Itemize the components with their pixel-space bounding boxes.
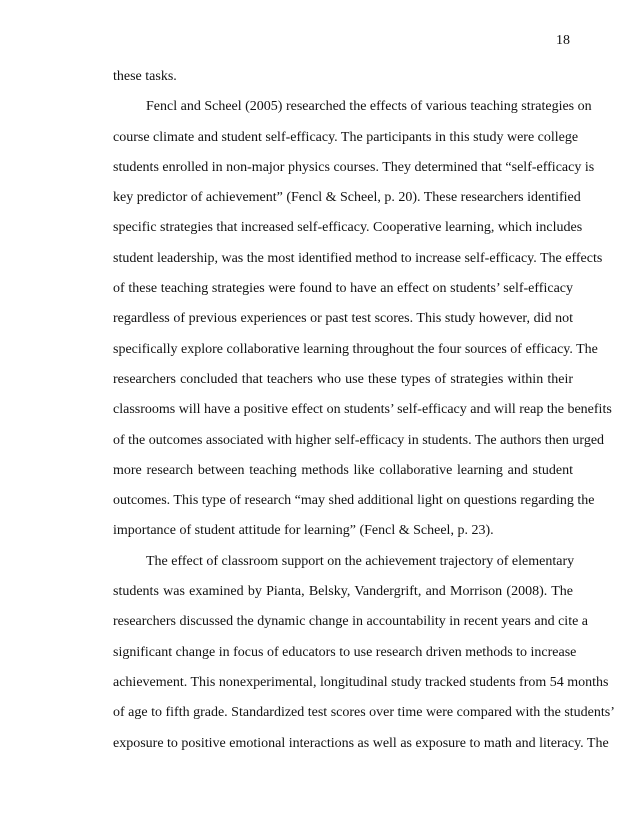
text-line: researchers concluded that teachers who use these types of strategies within their [113,371,573,387]
text-line: of the outcomes associated with higher self-efficacy in students. The authors then urged [113,432,605,448]
text-line: key predictor of achievement” (Fencl & Scheel, p. 20). These researchers identified [113,190,581,206]
body-text [113,69,615,766]
text-line: students was examined by Pianta, Belsky, Vandergrift, and Morrison (2008). The [113,584,573,600]
text-line: significant change in focus of educators to use research driven methods to increase [113,644,577,660]
text-line: regardless of previous experiences or past test scores. This study however, did not [113,311,573,327]
text-line: Fencl and Scheel (2005) researched the effects of various teaching strategies on [146,99,592,115]
text-line: students enrolled in non-major physics courses. They determined that “self-efficacy is [113,159,595,175]
text-line: these tasks. [113,69,177,84]
text-line: researchers discussed the dynamic change in accountability in recent years and cite a [113,614,589,630]
text-line: specifically explore collaborative learning throughout the four sources of efficacy. The [113,341,598,357]
text-line: The effect of classroom support on the achievement trajectory of elementary [146,553,575,569]
text-line: achievement. This nonexperimental, longitudinal study tracked students from 54 months [113,674,609,690]
text-line: course climate and student self-efficacy. The participants in this study were college [113,129,579,145]
page-number: 18 [556,33,570,48]
text-line: student leadership, was the most identified method to increase self-efficacy. The effects [113,250,603,266]
text-line: importance of student attitude for learning” (Fencl & Scheel, p. 23). [113,523,494,539]
text-line: classrooms will have a positive effect on students’ self-efficacy and will reap the benefits [113,402,612,418]
text-line: specific strategies that increased self-efficacy. Cooperative learning, which includes [113,220,583,236]
text-line: outcomes. This type of research “may shed additional light on questions regarding the [113,493,595,509]
text-line: more research between teaching methods like collaborative learning and student [113,462,573,478]
text-line: of age to fifth grade. Standardized test scores over time were compared with the students’ [113,705,615,721]
text-line: exposure to positive emotional interactions as well as exposure to math and literacy. The [113,735,609,751]
text-line: of these teaching strategies were found to have an effect on students’ self-efficacy [113,281,573,297]
